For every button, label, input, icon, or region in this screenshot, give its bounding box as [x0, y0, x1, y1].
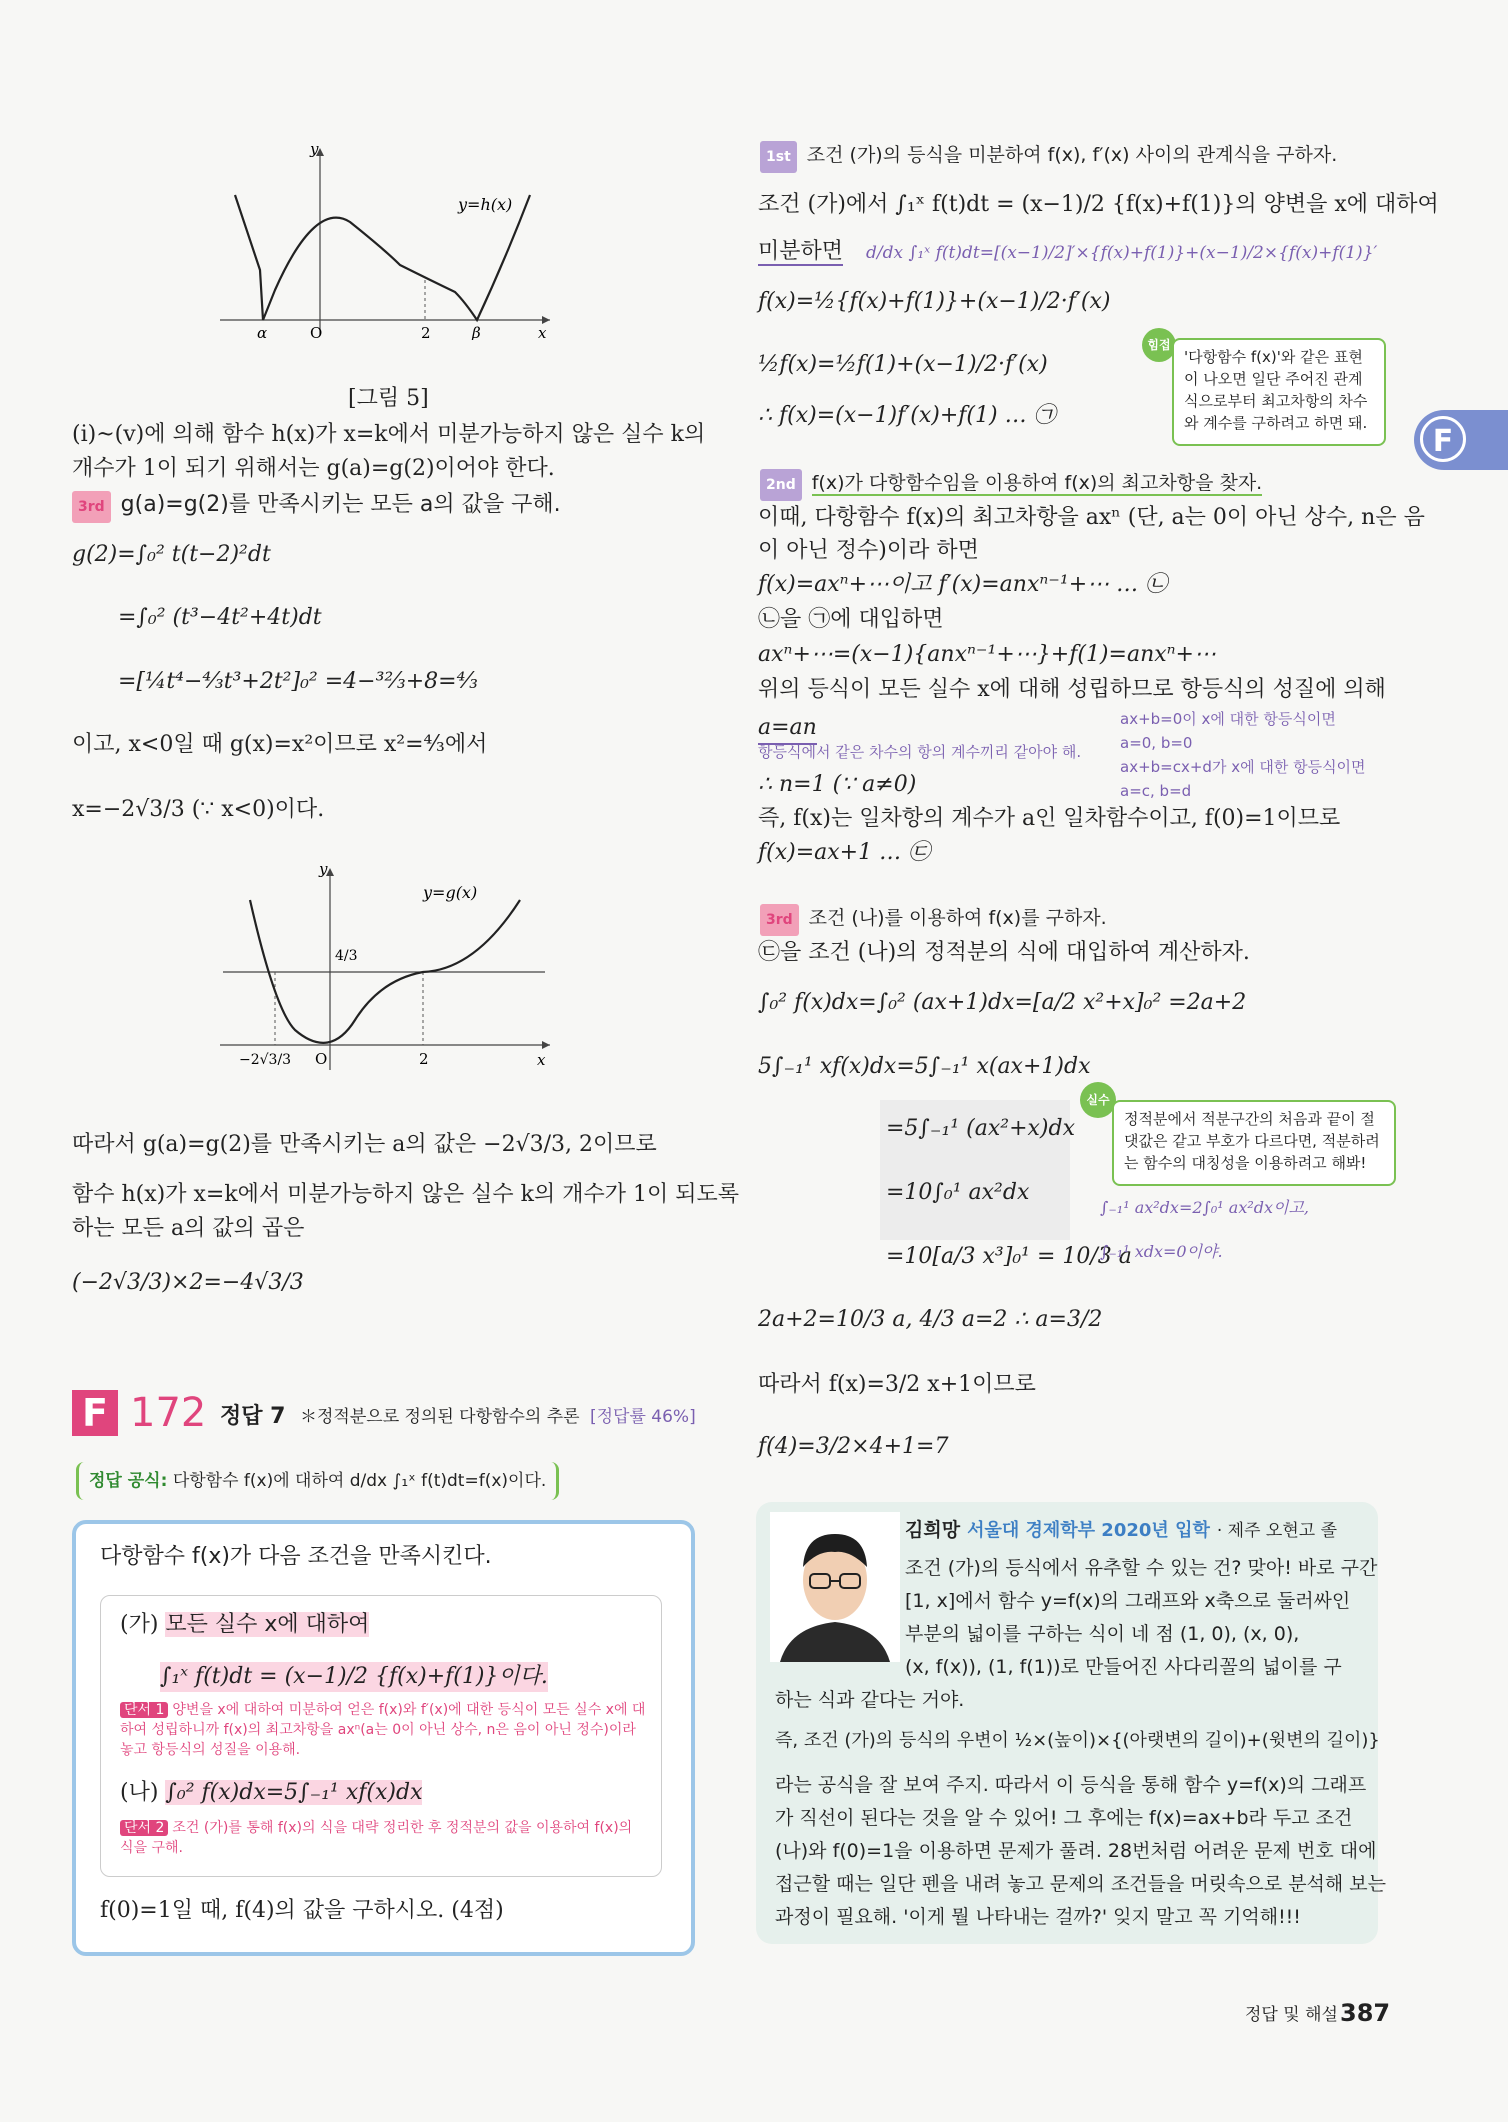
left-para-5: 따라서 g(a)=g(2)를 만족시키는 a의 값은 −2√3/3, 2이므로	[72, 1132, 657, 1157]
right-line-15: f(x)=ax+1 … ㉢	[758, 840, 931, 865]
tip2-badge: 실수	[1080, 1082, 1116, 1118]
right-line-9: ㉡을 ㉠에 대입하면	[758, 607, 944, 632]
graph-h-alpha: α	[257, 324, 268, 340]
graph-g-xlabel: x	[537, 1051, 546, 1069]
identity-note-3: ax+b=cx+d가 x에 대한 항등식이면	[1120, 758, 1366, 776]
hint2-text: 조건 (가)를 통해 f(x)의 식을 대략 정리한 후 정적분의 값을 이용하여 f(x)의 식을 구해.	[120, 1820, 633, 1856]
cond-a-row	[120, 1610, 369, 1640]
step3-text: g(a)=g(2)를 만족시키는 모든 a의 값을 구해.	[120, 492, 561, 517]
left-eq-3: =[¼t⁴−⁴⁄₃t³+2t²]₀² =4−³²⁄₃+8=⁴⁄₃	[118, 669, 478, 694]
right-line-4: ½f(x)=½f(1)+(x−1)/2·f′(x)	[758, 352, 1048, 377]
step2-text: f(x)가 다항함수임을 이용하여 f(x)의 최고차항을 찾자.	[811, 472, 1263, 494]
right-line-11: 위의 등식이 모든 실수 x에 대해 성립하므로 항등식의 성질에 의해	[758, 677, 1386, 702]
left-eq-1: g(2)=∫₀² t(t−2)²dt	[72, 542, 271, 567]
graph-g-val: 4/3	[335, 948, 358, 964]
student-text-5: 하는 식과 같다는 거야.	[775, 1689, 965, 1711]
student-text-8: 가 직선이 된다는 것을 알 수 있어! 그 후에는 f(x)=ax+b라 두고 조건	[775, 1807, 1353, 1829]
student-name: 김희망	[905, 1519, 961, 1541]
step1-tag: 1st	[760, 141, 797, 173]
left-step3	[72, 490, 561, 523]
graph-h-xlabel: x	[538, 324, 547, 340]
right-line-2a: 미분하면	[758, 239, 844, 264]
step3-tag: 3rd	[72, 491, 111, 523]
student-text-6: 즉, 조건 (가)의 등식의 우변이 ½×(높이)×{(아랫변의 길이)+(윗변의 길이)}	[775, 1730, 1380, 1751]
right-line-2b: d/dx ∫₁ˣ f(t)dt=[(x−1)/2]′×{f(x)+f(1)}+(x−1)/2×{f(x)+f(1)}′	[866, 243, 1378, 263]
graph-h	[215, 140, 560, 340]
identity-note-4: a=c, b=d	[1120, 782, 1192, 800]
right-step1	[760, 140, 1337, 173]
left-para-7: 하는 모든 a의 값의 곱은	[72, 1216, 305, 1241]
hint2	[120, 1818, 650, 1858]
left-para-3: 이고, x<0일 때 g(x)=x²이므로 x²=⁴⁄₃에서	[72, 732, 488, 757]
right-line-10: axⁿ+⋯=(x−1){anxⁿ⁻¹+⋯}+f(1)=anxⁿ+⋯	[758, 642, 1216, 667]
graph-h-beta: β	[472, 324, 481, 340]
graph-g-two: 2	[419, 1050, 429, 1068]
right-line-21: =10[a/3 x³]₀¹ = 10/3 a	[886, 1244, 1132, 1269]
step2-tag: 2nd	[760, 469, 802, 501]
problem-number: 172	[130, 1390, 207, 1436]
student-text-2: [1, x]에서 함수 y=f(x)의 그래프와 x축으로 둘러싸인	[905, 1590, 1351, 1612]
right-line-12: a=an	[758, 713, 817, 745]
right-line-5: ∴ f(x)=(x−1)f′(x)+f(1) … ㉠	[758, 403, 1056, 428]
cond-b-text: ∫₀² f(x)dx=5∫₋₁¹ xf(x)dx	[165, 1780, 423, 1805]
cond-a-text-2: ∫₁ˣ f(t)dt = (x−1)/2 {f(x)+f(1)}이다.	[160, 1662, 548, 1692]
student-text-1: 조건 (가)의 등식에서 유추할 수 있는 건? 맞아! 바로 구간	[905, 1557, 1378, 1579]
tip1: '다항함수 f(x)'와 같은 표현이 나오면 일단 주어진 관계식으로부터 최고차항의 차수와 계수를 구하려고 하면 돼.	[1172, 338, 1386, 446]
hint1-tag: 단서 1	[120, 1702, 168, 1718]
graph-g-neg: −2√3/3	[239, 1052, 292, 1068]
problem-intro: 다항함수 f(x)가 다음 조건을 만족시킨다.	[100, 1544, 492, 1569]
side-note-2: ∫₋₁¹ xdx=0이야.	[1100, 1242, 1223, 1261]
graph-g-ylabel: y	[319, 860, 328, 878]
problem-label: F	[72, 1390, 118, 1436]
cond-b-label: (나)	[120, 1780, 159, 1805]
student-school: 서울대 경제학부 2020년 입학	[967, 1520, 1210, 1541]
right-line-24: f(4)=3/2×4+1=7	[758, 1434, 949, 1459]
formula-text: 다항함수 f(x)에 대하여 d/dx ∫₁ˣ f(t)dt=f(x)이다.	[172, 1471, 547, 1491]
right-step2	[760, 468, 1262, 501]
cond-a-label: (가)	[120, 1612, 159, 1637]
right-line-19: =5∫₋₁¹ (ax²+x)dx	[886, 1116, 1075, 1141]
right-line-20: =10∫₀¹ ax²dx	[886, 1180, 1030, 1205]
cond-b-row	[120, 1778, 422, 1808]
right-line-18: 5∫₋₁¹ xf(x)dx=5∫₋₁¹ x(ax+1)dx	[758, 1054, 1091, 1079]
left-para-1: (i)~(v)에 의해 함수 h(x)가 x=k에서 미분가능하지 않은 실수 k의	[72, 422, 706, 447]
identity-note-1: ax+b=0이 x에 대한 항등식이면	[1120, 710, 1336, 728]
side-note-1: ∫₋₁¹ ax²dx=2∫₀¹ ax²dx이고,	[1100, 1198, 1310, 1217]
formula-label: 정답 공식:	[89, 1471, 168, 1491]
right-line-23: 따라서 f(x)=3/2 x+1이므로	[758, 1372, 1036, 1397]
cond-a-text-1: 모든 실수 x에 대하여	[165, 1612, 370, 1637]
problem-rate: [정답률 46%]	[590, 1407, 696, 1427]
side-tab-letter: F	[1420, 416, 1466, 462]
right-line-1: 조건 (가)에서 ∫₁ˣ f(t)dt = (x−1)/2 {f(x)+f(1)}의 양변을 x에 대하여	[758, 192, 1439, 217]
graph-h-ylabel: y	[310, 140, 319, 158]
student-text-4: (x, f(x)), (1, f(1))로 만들어진 사다리꼴의 넓이를 구	[905, 1656, 1342, 1678]
graph-g	[215, 860, 560, 1080]
student-text-10: 접근할 때는 일단 펜을 내려 놓고 문제의 조건들을 머릿속으로 분석해 보는	[775, 1873, 1387, 1895]
step3r-tag: 3rd	[760, 904, 799, 936]
student-hs: · 제주 오현고 졸	[1216, 1521, 1337, 1541]
student-text-11: 과정이 필요해. '이게 뭘 나타내는 걸까?' 잊지 말고 꼭 기억해!!!	[775, 1906, 1301, 1928]
page-number: 387	[1340, 1999, 1391, 2027]
right-step3	[760, 903, 1107, 936]
right-line-17: ∫₀² f(x)dx=∫₀² (ax+1)dx=[a/2 x²+x]₀² =2a+2	[758, 990, 1247, 1015]
step3r-text: 조건 (나)를 이용하여 f(x)를 구하자.	[808, 907, 1107, 929]
student-header	[905, 1515, 1337, 1546]
right-line-14: 즉, f(x)는 일차항의 계수가 a인 일차함수이고, f(0)=1이므로	[758, 806, 1341, 831]
graph-g-curve-label: y=g(x)	[423, 883, 478, 902]
footer-label: 정답 및 해설	[1245, 2005, 1338, 2025]
right-line-8: f(x)=axⁿ+⋯이고 f′(x)=anxⁿ⁻¹+⋯ … ㉡	[758, 572, 1168, 597]
left-para-6: 함수 h(x)가 x=k에서 미분가능하지 않은 실수 k의 개수가 1이 되도록	[72, 1182, 739, 1207]
tip1-badge: 힘접	[1142, 328, 1176, 362]
tip2: 정적분에서 적분구간의 처음과 끝이 절댓값은 같고 부호가 다르다면, 적분하려는 함수의 대칭성을 이용하려고 해봐!	[1112, 1100, 1396, 1186]
right-line-2	[758, 237, 1377, 268]
student-photo	[770, 1512, 900, 1662]
right-line-12-note: 항등식에서 같은 차수의 항의 계수끼리 같아야 해.	[758, 743, 1082, 761]
step1-text: 조건 (가)의 등식을 미분하여 f(x), f′(x) 사이의 관계식을 구하자.	[806, 144, 1338, 166]
problem-answer: 정답 7	[220, 1404, 286, 1429]
right-line-3: f(x)=½{f(x)+f(1)}+(x−1)/2·f′(x)	[758, 289, 1111, 314]
graph-h-curve-label: y=h(x)	[458, 195, 513, 214]
student-text-7: 라는 공식을 잘 보여 주지. 따라서 이 등식을 통해 함수 y=f(x)의 그래프	[775, 1774, 1367, 1796]
hint1-text: 양변을 x에 대하여 미분하여 얻은 f(x)와 f′(x)에 대한 등식이 모든 실수 x에 대하여 성립하니까 f(x)의 최고차항을 axⁿ(a는 0이 아닌 상수, n은 음이 아닌 정수)이라 놓고 항등식의 성질을 이용해.	[120, 1702, 646, 1758]
student-text-9: (나)와 f(0)=1을 이용하면 문제가 풀려. 28번처럼 어려운 문제 번호 대에	[775, 1840, 1377, 1862]
right-line-6: 이때, 다항함수 f(x)의 최고차항을 axⁿ (단, a는 0이 아닌 상수, n은 음	[758, 505, 1425, 530]
student-text-3: 부분의 넓이를 구하는 식이 네 점 (1, 0), (x, 0),	[905, 1623, 1300, 1645]
figure-caption: [그림 5]	[348, 386, 429, 411]
right-line-7: 이 아닌 정수)이라 하면	[758, 538, 979, 563]
left-para-8: (−2√3/3)×2=−4√3/3	[72, 1270, 304, 1295]
identity-note-2: a=0, b=0	[1120, 734, 1193, 752]
problem-question: f(0)=1일 때, f(4)의 값을 구하시오. (4점)	[100, 1898, 504, 1923]
hint1	[120, 1700, 650, 1760]
left-para-4: x=−2√3/3 (∵ x<0)이다.	[72, 797, 325, 822]
formula-box	[76, 1462, 559, 1500]
hint2-tag: 단서 2	[120, 1820, 168, 1836]
right-line-16: ㉢을 조건 (나)의 정적분의 식에 대입하여 계산하자.	[758, 940, 1250, 965]
graph-h-two: 2	[421, 324, 431, 340]
right-line-22: 2a+2=10/3 a, 4/3 a=2 ∴ a=3/2	[758, 1307, 1103, 1332]
graph-h-origin: O	[310, 324, 323, 340]
problem-topic: ＊정적분으로 정의된 다항함수의 추론	[300, 1407, 580, 1427]
left-eq-2: =∫₀² (t³−4t²+4t)dt	[118, 605, 322, 630]
right-line-13: ∴ n=1 (∵ a≠0)	[758, 772, 917, 797]
left-para-2: 개수가 1이 되기 위해서는 g(a)=g(2)이어야 한다.	[72, 456, 555, 481]
graph-g-origin: O	[315, 1050, 328, 1068]
